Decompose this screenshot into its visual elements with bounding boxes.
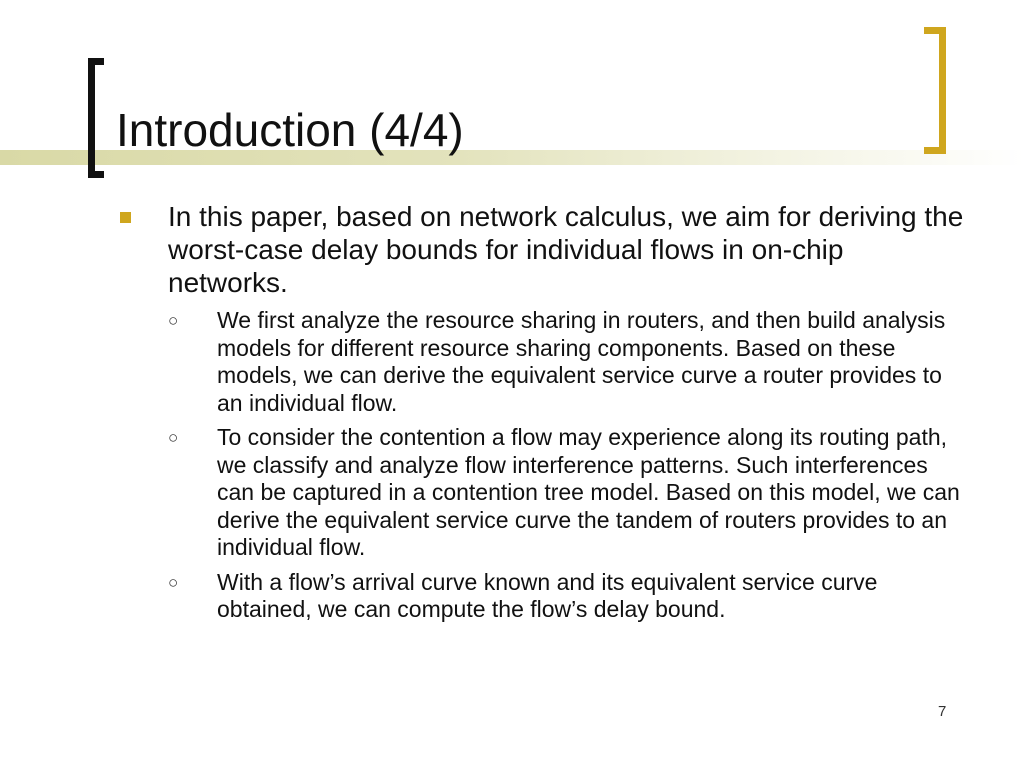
- slide-content: [118, 200, 968, 631]
- square-bullet-icon: [120, 212, 131, 223]
- main-bullet: [118, 200, 968, 299]
- page-number: 7: [938, 703, 947, 720]
- hollow-circle-bullet-icon: ○: [168, 428, 179, 447]
- hollow-circle-bullet-icon: ○: [168, 572, 179, 592]
- sub-bullet: [168, 307, 968, 417]
- sub-bullet-list: [118, 307, 968, 624]
- sub-bullet: [168, 424, 968, 562]
- left-bracket-decoration: [88, 58, 104, 178]
- sub-bullet-text: With a flow’s arrival curve known and its equivalent service curve obtained, we can compute the flow’s delay bound.: [217, 568, 878, 622]
- right-bracket-decoration: [924, 27, 946, 154]
- sub-bullet: [168, 569, 968, 624]
- main-bullet-text: In this paper, based on network calculus, we aim for deriving the worst-case delay bounds for individual flows in on-chip networks.: [168, 201, 964, 298]
- slide-title: Introduction (4/4): [116, 104, 464, 156]
- sub-bullet-text: To consider the contention a flow may experience along its routing path, we classify and analyze flow interference patterns. Such interferences can be captured in a contention tree model. Based on this model, we can derive the equivalent service curve the tandem of routers provides to an individual flow.: [217, 424, 960, 560]
- sub-bullet-text: We first analyze the resource sharing in routers, and then build analysis models for different resource sharing components. Based on these models, we can derive the equivalent service curve a router provides to an individual flow.: [217, 307, 946, 416]
- hollow-circle-bullet-icon: ○: [168, 311, 179, 330]
